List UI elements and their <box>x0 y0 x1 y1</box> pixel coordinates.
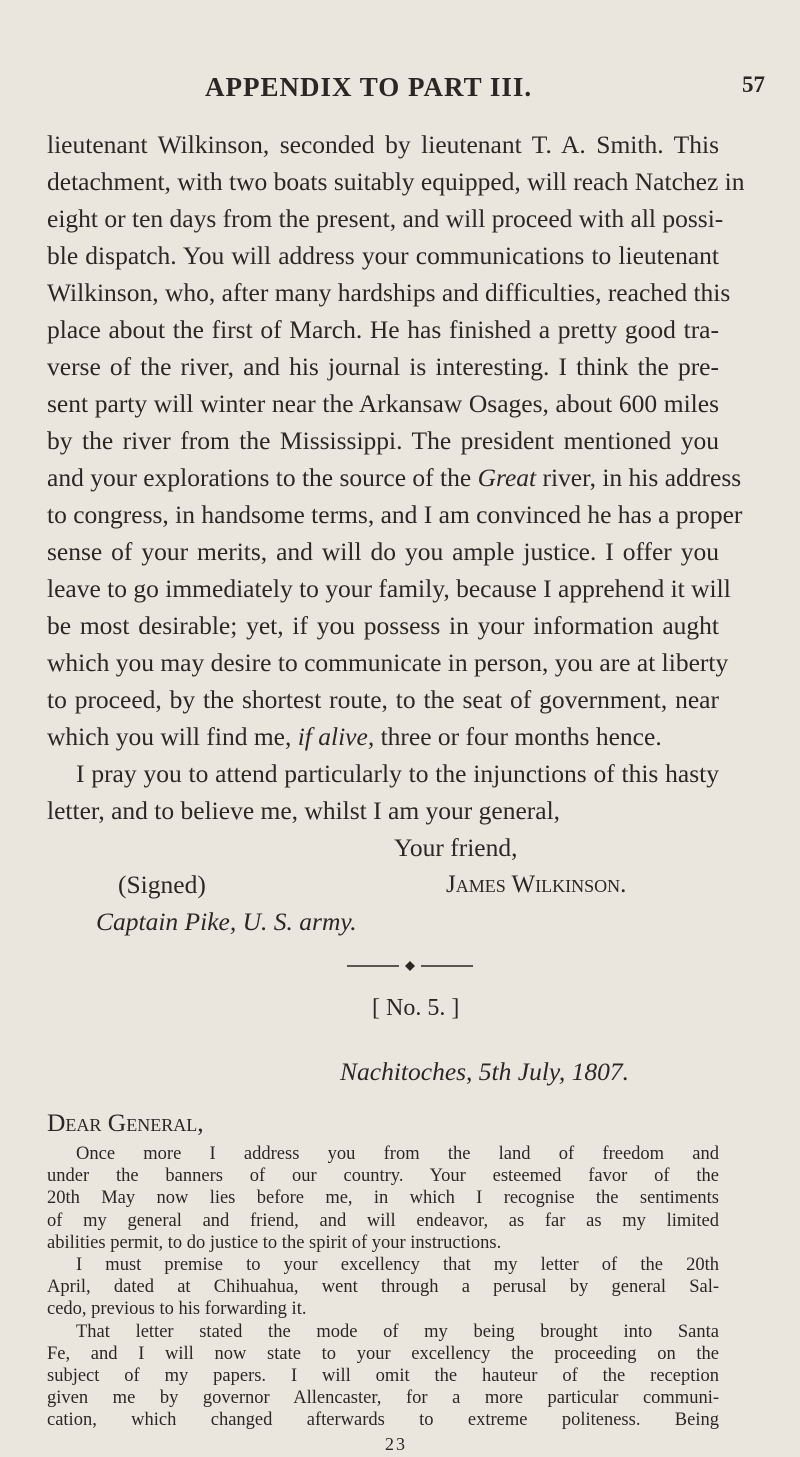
text-line: cedo, previous to his forwarding it. <box>47 1299 307 1320</box>
text-line: abilities permit, to do justice to the spirit of your instructions. <box>47 1232 502 1253</box>
text-line: which you may desire to communicate in person, you are at liberty <box>47 648 729 677</box>
text-line-mixed <box>47 461 742 495</box>
signature: James Wilkinson. <box>446 871 627 898</box>
text-line: Once more I address you from the land of freedom and <box>76 1144 719 1164</box>
closing: Your friend, <box>394 833 518 862</box>
divider-diamond <box>405 961 415 971</box>
recipient: Captain Pike, U. S. army. <box>96 907 357 936</box>
text-line: eight or ten days from the present, and will proceed with all possi- <box>47 204 724 233</box>
document-number: [ No. 5. ] <box>372 995 460 1021</box>
text-line: Wilkinson, who, after many hardships and difficulties, reached this <box>47 278 731 307</box>
text-line: detachment, with two boats suitably equipped, will reach Natchez in <box>47 167 745 196</box>
text-line: That letter stated the mode of my being brought into Santa <box>76 1321 719 1342</box>
page-number: 57 <box>742 72 765 97</box>
text-segment: which you will find me, <box>47 722 292 751</box>
text-line: under the banners of our country. Your esteemed favor of the <box>47 1166 719 1187</box>
italic-text: Great <box>477 463 537 492</box>
section-divider <box>345 960 475 972</box>
running-title: APPENDIX TO PART III. <box>205 72 533 102</box>
text-line: place about the first of March. He has finished a pretty good tra- <box>47 315 719 344</box>
text-line: verse of the river, and his journal is interesting. I think the pre- <box>47 352 719 381</box>
text-line: sense of your merits, and will do you ample justice. I offer you <box>47 537 719 566</box>
text-line: letter, and to believe me, whilst I am your general, <box>47 796 561 825</box>
text-line: subject of my papers. I will omit the hauteur of the reception <box>47 1366 719 1386</box>
text-segment: and your explorations to the source of the <box>47 463 472 492</box>
text-line: sent party will winter near the Arkansaw Osages, about 600 miles <box>47 389 719 418</box>
text-line: April, dated at Chihuahua, went through a perusal by general Sal- <box>47 1277 719 1298</box>
text-line: ble dispatch. You will address your communications to lieutenant <box>47 241 719 270</box>
page-header <box>0 72 800 112</box>
text-line: I must premise to your excellency that my letter of the 20th <box>76 1255 719 1275</box>
text-line: leave to go immediately to your family, because I apprehend it will <box>47 574 731 603</box>
signed-label: (Signed) <box>118 870 206 899</box>
text-line: by the river from the Mississippi. The president mentioned you <box>47 426 719 455</box>
text-line: lieutenant Wilkinson, seconded by lieutenant T. A. Smith. This <box>47 130 719 159</box>
text-segment: river, in his address <box>542 463 742 492</box>
text-line: cation, which changed afterwards to extreme politeness. Being <box>47 1410 719 1431</box>
printers-signature-mark: 23 <box>385 1433 407 1454</box>
dateline: Nachitoches, 5th July, 1807. <box>340 1057 629 1086</box>
italic-text: alive, <box>318 722 375 751</box>
text-line: 20th May now lies before me, in which I recognise the sentiments <box>47 1188 719 1209</box>
text-line-mixed <box>47 720 719 754</box>
text-line: Fe, and I will now state to your excellency the proceeding on the <box>47 1343 719 1364</box>
text-line: to proceed, by the shortest route, to the seat of government, near <box>47 685 719 714</box>
text-line: of my general and friend, and will endeavor, as far as my limited <box>47 1210 719 1231</box>
text-line: be most desirable; yet, if you possess in your information aught <box>47 611 719 640</box>
text-segment: three or four months hence. <box>380 722 662 751</box>
italic-text: if <box>297 722 312 751</box>
text-line: I pray you to attend particularly to the injunctions of this hasty <box>76 759 719 788</box>
text-line: given me by governor Allencaster, for a more particular communi- <box>47 1388 719 1409</box>
salutation: Dear General, <box>47 1108 204 1137</box>
text-line: to congress, in handsome terms, and I am convinced he has a proper <box>47 500 743 529</box>
